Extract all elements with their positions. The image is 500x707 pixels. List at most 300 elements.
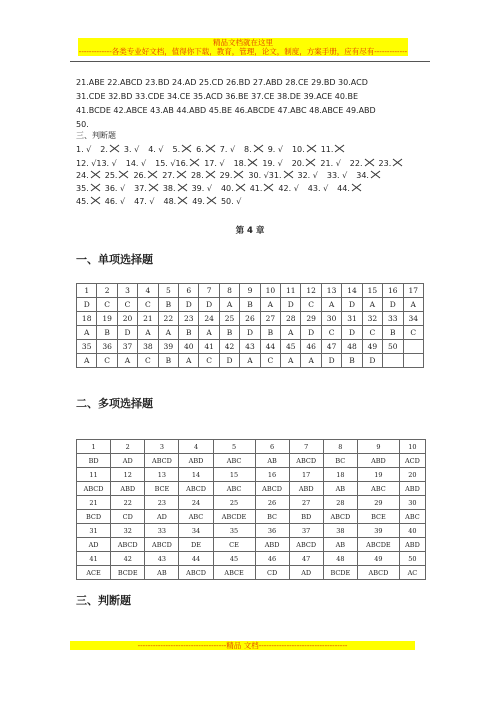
cross-mark-icon — [364, 158, 375, 167]
table-row — [77, 482, 426, 496]
cross-mark-icon — [306, 144, 317, 153]
answer-cell: ACE — [77, 566, 111, 580]
answer-cell: BC — [323, 454, 357, 468]
question-number-cell: 24 — [179, 496, 213, 510]
question-number-cell: 49 — [362, 340, 382, 354]
tf-item-label: 36. √ — [104, 184, 126, 193]
answer-cell: B — [158, 354, 178, 368]
answer-cell: BD — [289, 510, 323, 524]
question-number-cell: 14 — [179, 468, 213, 482]
tf-item-label: 50. √ — [220, 197, 242, 206]
question-number-cell: 12 — [301, 284, 321, 298]
answer-cell: AC — [399, 566, 425, 580]
tf-item-label: 42. √ — [278, 184, 299, 193]
cross-mark-icon — [90, 183, 101, 192]
cross-mark-icon — [253, 144, 264, 153]
tf-item-label: 40. — [220, 184, 234, 193]
table-row — [77, 524, 426, 538]
question-number-cell: 28 — [281, 312, 301, 326]
question-number-cell: 48 — [342, 340, 362, 354]
answer-cell: B — [97, 326, 117, 340]
cross-mark-icon — [90, 170, 101, 179]
question-number-cell: 19 — [97, 312, 117, 326]
section-single-choice-title: 一、单项选择题 — [76, 253, 153, 266]
tf-item-label: 11. — [320, 145, 334, 154]
question-number-cell: 24 — [199, 312, 219, 326]
question-number-cell: 34 — [179, 524, 213, 538]
answer-cell: ABC — [213, 454, 255, 468]
tf-item-label: 47. √ — [134, 197, 155, 206]
answer-cell: ABCE — [213, 566, 255, 580]
answer-cell: B — [179, 326, 199, 340]
tf-item-label: 46. √ — [104, 197, 126, 206]
question-number-cell: 34 — [403, 312, 424, 326]
header-banner-tagline: -------------各类专业好文档，值得你下载，教育，管理，论文，制度，方案手册，应有尽有------------- — [78, 47, 408, 56]
answer-cell: AD — [111, 454, 145, 468]
question-number-cell: 29 — [301, 312, 321, 326]
answer-cell — [383, 354, 403, 368]
question-number-cell: 23 — [179, 312, 199, 326]
question-number-cell: 36 — [97, 340, 117, 354]
question-number-cell: 16 — [255, 468, 289, 482]
question-number-cell: 1 — [77, 284, 97, 298]
answer-cell: CD — [111, 510, 145, 524]
answer-cell: A — [240, 354, 260, 368]
question-number-cell: 44 — [179, 552, 213, 566]
answer-cell: A — [77, 326, 97, 340]
answer-cell: A — [403, 298, 424, 312]
answer-cell: D — [117, 326, 137, 340]
tf-item-label: 28. — [190, 171, 204, 180]
answer-cell: D — [219, 354, 239, 368]
question-number-cell: 26 — [240, 312, 260, 326]
question-number-cell: 49 — [357, 552, 399, 566]
answer-cell: A — [362, 298, 382, 312]
answer-cell: ABCD — [289, 454, 323, 468]
question-number-cell: 45 — [213, 552, 255, 566]
answer-cell: A — [260, 298, 280, 312]
answer-cell: A — [281, 354, 301, 368]
question-number-cell: 33 — [145, 524, 179, 538]
question-number-cell: 36 — [255, 524, 289, 538]
question-number-cell: 39 — [158, 340, 178, 354]
answer-cell: C — [403, 326, 424, 340]
tf-item-label: 37. — [134, 184, 147, 193]
cross-mark-icon — [181, 144, 192, 153]
question-number-cell: 2 — [97, 284, 117, 298]
answer-cell: B — [158, 298, 178, 312]
question-number-cell: 42 — [219, 340, 239, 354]
question-number-cell: 17 — [289, 468, 323, 482]
question-number-cell: 42 — [111, 552, 145, 566]
tf-item-label: 3. √ — [123, 145, 140, 154]
question-number-cell: 26 — [255, 496, 289, 510]
answer-cell: BC — [255, 510, 289, 524]
question-number-cell: 50 — [399, 552, 425, 566]
question-number-cell: 38 — [323, 524, 357, 538]
tf-item-label: 27. — [162, 171, 175, 180]
answer-cell: ABCD — [323, 510, 357, 524]
question-number-cell: 6 — [179, 284, 199, 298]
tf-item-label: 20. — [291, 159, 305, 168]
answer-cell: D — [240, 326, 260, 340]
cross-mark-icon — [206, 196, 217, 205]
question-number-cell: 46 — [301, 340, 321, 354]
question-number-cell: 20 — [117, 312, 137, 326]
answer-cell: AB — [255, 454, 289, 468]
table-row — [77, 552, 426, 566]
tf-item-label: 26. — [133, 171, 147, 180]
answer-cell: ABD — [111, 482, 145, 496]
tf-item-label: 39. √ — [191, 184, 212, 193]
tf-row — [76, 170, 385, 182]
question-number-cell — [403, 340, 424, 354]
tf-item-label: 22. — [349, 159, 363, 168]
cross-mark-icon — [177, 196, 188, 205]
header-rule — [70, 61, 430, 62]
answer-cell: ABC — [213, 482, 255, 496]
question-number-cell: 15 — [213, 468, 255, 482]
table-row — [77, 454, 426, 468]
question-number-cell: 4 — [138, 284, 158, 298]
answer-cell: D — [301, 326, 321, 340]
section-multiple-choice-title: 二、多项选择题 — [76, 397, 153, 410]
table-row — [77, 326, 424, 340]
question-number-cell: 45 — [281, 340, 301, 354]
single-choice-answer-table — [76, 283, 424, 368]
question-number-cell: 25 — [219, 312, 239, 326]
answer-cell: A — [301, 354, 321, 368]
question-number-cell: 18 — [323, 468, 357, 482]
answer-cell: C — [138, 298, 158, 312]
question-number-cell: 8 — [323, 440, 357, 454]
question-number-cell: 31 — [342, 312, 362, 326]
answer-cell: ABD — [357, 454, 399, 468]
question-number-cell: 31 — [77, 524, 111, 538]
tf-item-label: 5. — [172, 145, 181, 154]
answer-cell: D — [321, 354, 341, 368]
answer-cell: ABCDE — [213, 510, 255, 524]
cross-mark-icon — [205, 144, 216, 153]
answer-cell: B — [383, 326, 403, 340]
tf-item-label: 19. √ — [262, 159, 283, 168]
answer-cell: C — [260, 354, 280, 368]
table-row — [77, 312, 424, 326]
tf-heading: 三、判断题 — [76, 131, 116, 140]
question-number-cell: 37 — [289, 524, 323, 538]
answer-cell: ABD — [399, 482, 425, 496]
answer-cell: DE — [179, 538, 213, 552]
tf-item-label: 21. √ — [320, 159, 341, 168]
cross-mark-icon — [90, 196, 101, 205]
question-number-cell: 7 — [199, 284, 219, 298]
tf-item-label: 29. — [219, 171, 233, 180]
question-number-cell: 32 — [362, 312, 382, 326]
cross-mark-icon — [392, 158, 403, 167]
question-number-cell: 41 — [199, 340, 219, 354]
table-row — [77, 566, 426, 580]
answer-cell — [403, 354, 424, 368]
question-number-cell: 4 — [179, 440, 213, 454]
cross-mark-icon — [334, 144, 345, 153]
question-number-cell: 40 — [399, 524, 425, 538]
answer-cell: ABCDE — [357, 538, 399, 552]
tf-item-label: 2. — [100, 145, 108, 154]
answer-cell: ABD — [179, 454, 213, 468]
answer-cell: A — [321, 298, 341, 312]
question-number-cell: 47 — [289, 552, 323, 566]
cross-mark-icon — [233, 170, 244, 179]
cross-mark-icon — [235, 183, 246, 192]
question-number-cell: 27 — [289, 496, 323, 510]
question-number-cell: 10 — [399, 440, 425, 454]
table-row — [77, 354, 424, 368]
answer-cell: A — [138, 326, 158, 340]
tf-item-label: 49. — [192, 197, 205, 206]
answer-cell: A — [281, 326, 301, 340]
cross-mark-icon — [283, 170, 294, 179]
answer-cell: ACD — [399, 454, 425, 468]
question-number-cell: 41 — [77, 552, 111, 566]
answer-cell: B — [240, 298, 260, 312]
cross-mark-icon — [351, 183, 362, 192]
mc-answer-line: 41.BCDE 42.ABCE 43.AB 44.ABD 45.BE 46.ABCDE 47.ABC 48.ABCE 49.ABD — [76, 106, 376, 115]
header-banner-title: 精品文档就在这里 — [78, 38, 408, 47]
answer-cell: D — [362, 354, 382, 368]
answer-cell: C — [97, 354, 117, 368]
question-number-cell: 22 — [158, 312, 178, 326]
tf-item-label: 38. — [162, 184, 176, 193]
question-number-cell: 18 — [77, 312, 97, 326]
tf-row — [76, 144, 349, 156]
question-number-cell: 5 — [213, 440, 255, 454]
answer-cell: D — [199, 298, 219, 312]
question-number-cell: 15 — [362, 284, 382, 298]
answer-cell: C — [301, 298, 321, 312]
cross-mark-icon — [148, 183, 159, 192]
table-row — [77, 298, 424, 312]
question-number-cell: 27 — [260, 312, 280, 326]
answer-cell: A — [179, 354, 199, 368]
question-number-cell: 3 — [117, 284, 137, 298]
mc-answer-line: 21.ABE 22.ABCD 23.BD 24.AD 25.CD 26.BD 27.ABD 28.CE 29.BD 30.ACD — [76, 78, 368, 87]
question-number-cell: 30 — [399, 496, 425, 510]
question-number-cell: 33 — [383, 312, 403, 326]
tf-item-label: 34. — [356, 171, 369, 180]
answer-cell: B — [260, 326, 280, 340]
answer-cell: D — [342, 326, 362, 340]
cross-mark-icon — [305, 158, 316, 167]
answer-cell: B — [342, 354, 362, 368]
tf-item-label: 35. — [76, 184, 89, 193]
answer-cell: ABC — [179, 510, 213, 524]
cross-mark-icon — [147, 170, 158, 179]
answer-cell: A — [199, 326, 219, 340]
cross-mark-icon — [189, 158, 200, 167]
table-row — [77, 440, 426, 454]
tf-row — [76, 158, 407, 170]
tf-item-label: 33. √ — [326, 171, 348, 180]
tf-item-label: 25. — [104, 171, 118, 180]
question-number-cell: 13 — [321, 284, 341, 298]
answer-cell: D — [179, 298, 199, 312]
table-row — [77, 340, 424, 354]
question-number-cell: 43 — [145, 552, 179, 566]
question-number-cell: 10 — [260, 284, 280, 298]
cross-mark-icon — [263, 183, 274, 192]
question-number-cell: 37 — [117, 340, 137, 354]
question-number-cell: 19 — [357, 468, 399, 482]
answer-cell: A — [117, 354, 137, 368]
answer-cell: C — [199, 354, 219, 368]
question-number-cell: 2 — [111, 440, 145, 454]
question-number-cell: 11 — [77, 468, 111, 482]
tf-item-label: 45. — [76, 197, 89, 206]
answer-cell: BCE — [357, 510, 399, 524]
tf-item-label: 44. — [337, 184, 350, 193]
question-number-cell: 12 — [111, 468, 145, 482]
tf-item-label: 12. √13. √ — [76, 159, 117, 168]
question-number-cell: 23 — [145, 496, 179, 510]
answer-cell: ABC — [357, 482, 399, 496]
tf-item-label: 48. — [163, 197, 177, 206]
question-number-cell: 1 — [77, 440, 111, 454]
question-number-cell: 21 — [138, 312, 158, 326]
answer-cell: BCE — [145, 482, 179, 496]
tf-item-label: 32. √ — [297, 171, 318, 180]
question-number-cell: 30 — [321, 312, 341, 326]
tf-item-label: 9. √ — [267, 145, 283, 154]
answer-cell: D — [77, 298, 97, 312]
tf-item-label: 8. — [244, 145, 252, 154]
question-number-cell: 14 — [342, 284, 362, 298]
cross-mark-icon — [118, 170, 129, 179]
question-number-cell: 40 — [179, 340, 199, 354]
answer-cell: AB — [323, 538, 357, 552]
question-number-cell: 47 — [321, 340, 341, 354]
answer-cell: ABCD — [111, 538, 145, 552]
answer-cell: C — [321, 326, 341, 340]
cross-mark-icon — [176, 170, 187, 179]
answer-cell: ABCD — [289, 538, 323, 552]
question-number-cell: 17 — [403, 284, 424, 298]
answer-cell: A — [77, 354, 97, 368]
tf-item-label: 24. — [76, 171, 89, 180]
answer-cell: BD — [77, 454, 111, 468]
footer-banner: -----------------------------------精品 文档----------------------------------- — [70, 641, 415, 650]
tf-item-label: 4. √ — [148, 145, 164, 154]
table-row — [77, 510, 426, 524]
chapter-title: 第 4 章 — [235, 226, 265, 236]
answer-cell: ABD — [255, 538, 289, 552]
answer-cell: D — [383, 298, 403, 312]
multiple-choice-answer-table — [76, 439, 426, 580]
question-number-cell: 13 — [145, 468, 179, 482]
question-number-cell: 3 — [145, 440, 179, 454]
answer-cell: ABCD — [77, 482, 111, 496]
question-number-cell: 35 — [77, 340, 97, 354]
answer-cell: BCD — [77, 510, 111, 524]
answer-cell: ABD — [399, 538, 425, 552]
answer-cell: BCDE — [111, 566, 145, 580]
tf-item-label: 14. √ — [125, 159, 147, 168]
answer-cell: AD — [77, 538, 111, 552]
cross-mark-icon — [205, 170, 216, 179]
answer-cell: ABCD — [255, 482, 289, 496]
answer-cell: D — [281, 298, 301, 312]
cross-mark-icon — [370, 170, 381, 179]
answer-cell: ABCD — [145, 454, 179, 468]
tf-item-label: 1. √ — [76, 145, 92, 154]
answer-cell: A — [219, 298, 239, 312]
answer-cell: C — [97, 298, 117, 312]
question-number-cell: 6 — [255, 440, 289, 454]
question-number-cell: 11 — [281, 284, 301, 298]
tf-item-label: 41. — [249, 184, 263, 193]
question-number-cell: 35 — [213, 524, 255, 538]
tf-item-label: 43. √ — [307, 184, 329, 193]
table-row — [77, 468, 426, 482]
tf-item-label: 15. √16. — [155, 159, 189, 168]
answer-cell: CE — [213, 538, 255, 552]
tf-item-label: 10. — [291, 145, 305, 154]
tf-item-label: 23. — [378, 159, 392, 168]
question-number-cell: 48 — [323, 552, 357, 566]
answer-cell: ABC — [399, 510, 425, 524]
answer-cell: ABCD — [179, 482, 213, 496]
answer-cell: A — [158, 326, 178, 340]
question-number-cell: 22 — [111, 496, 145, 510]
question-number-cell: 5 — [158, 284, 178, 298]
answer-cell: C — [138, 354, 158, 368]
question-number-cell: 7 — [289, 440, 323, 454]
answer-cell: CD — [255, 566, 289, 580]
question-number-cell: 38 — [138, 340, 158, 354]
section-true-false-title: 三、判断题 — [76, 594, 131, 607]
question-number-cell: 46 — [255, 552, 289, 566]
cross-mark-icon — [109, 144, 120, 153]
question-number-cell: 25 — [213, 496, 255, 510]
answer-cell: AD — [289, 566, 323, 580]
question-number-cell: 8 — [219, 284, 239, 298]
tf-row — [76, 183, 366, 195]
tf-item-label: 6. — [196, 145, 204, 154]
mc-answer-line: 50. — [76, 120, 89, 129]
answer-cell: ABCD — [145, 538, 179, 552]
tf-item-label: 18. — [233, 159, 247, 168]
question-number-cell: 20 — [399, 468, 425, 482]
answer-cell: AD — [145, 510, 179, 524]
cross-mark-icon — [177, 183, 188, 192]
question-number-cell: 21 — [77, 496, 111, 510]
question-number-cell: 50 — [383, 340, 403, 354]
answer-cell: ABD — [289, 482, 323, 496]
table-row — [77, 496, 426, 510]
answer-cell: ABCD — [357, 566, 399, 580]
answer-cell: B — [219, 326, 239, 340]
question-number-cell: 16 — [383, 284, 403, 298]
tf-item-label: 30. √31. — [248, 171, 282, 180]
question-number-cell: 44 — [260, 340, 280, 354]
answer-cell: C — [362, 326, 382, 340]
tf-item-label: 17. √ — [204, 159, 225, 168]
answer-cell: AB — [145, 566, 179, 580]
answer-cell: ABCD — [179, 566, 213, 580]
tf-item-label: 7. √ — [219, 145, 236, 154]
table-row — [77, 538, 426, 552]
question-number-cell: 32 — [111, 524, 145, 538]
question-number-cell: 28 — [323, 496, 357, 510]
